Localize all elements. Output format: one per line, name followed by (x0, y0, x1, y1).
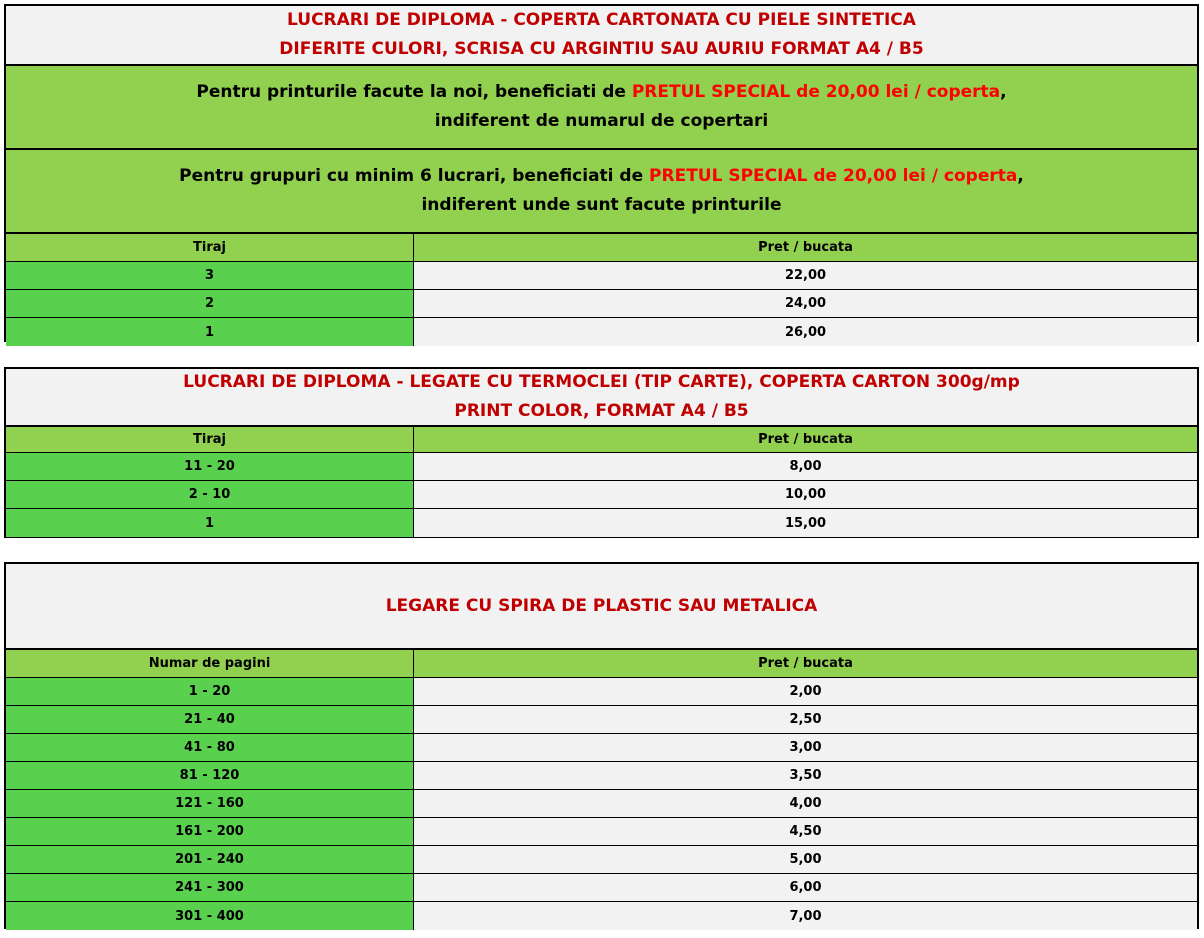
table-row (6, 678, 1197, 706)
table-header-row (6, 234, 1197, 262)
title-line-1: LUCRARI DE DIPLOMA - LEGATE CU TERMOCLEI (TIP CARTE), COPERTA CARTON 300g/mp (183, 372, 1020, 392)
column-header-quantity: Tiraj (6, 234, 414, 261)
table-row (6, 846, 1197, 874)
quantity-cell: 1 (6, 509, 414, 537)
table-row (6, 790, 1197, 818)
price-cell: 2,50 (414, 706, 1197, 733)
price-cell: 5,00 (414, 846, 1197, 873)
promo-text: Pentru printurile facute la noi, beneficiati de (196, 82, 632, 102)
price-cell: 24,00 (414, 290, 1197, 317)
price-cell: 3,50 (414, 762, 1197, 789)
quantity-cell: 41 - 80 (6, 734, 414, 761)
price-cell: 22,00 (414, 262, 1197, 289)
promo-text-end: , (1000, 82, 1007, 102)
table-row (6, 762, 1197, 790)
promo-line-1 (179, 162, 1024, 191)
quantity-cell: 3 (6, 262, 414, 289)
special-price-highlight: PRETUL SPECIAL de 20,00 lei / coperta (649, 166, 1018, 186)
promo-notice-groups (6, 150, 1197, 234)
price-cell: 2,00 (414, 678, 1197, 705)
price-cell: 10,00 (414, 481, 1197, 508)
table-row (6, 262, 1197, 290)
title-line-2: DIFERITE CULORI, SCRISA CU ARGINTIU SAU AURIU FORMAT A4 / B5 (279, 39, 924, 59)
quantity-cell: 2 - 10 (6, 481, 414, 508)
column-header-price: Pret / bucata (414, 650, 1197, 677)
quantity-cell: 121 - 160 (6, 790, 414, 817)
column-header-quantity: Numar de pagini (6, 650, 414, 677)
price-cell: 4,00 (414, 790, 1197, 817)
table-row (6, 734, 1197, 762)
table-row (6, 453, 1197, 481)
quantity-cell: 161 - 200 (6, 818, 414, 845)
table-row (6, 706, 1197, 734)
price-cell: 4,50 (414, 818, 1197, 845)
price-cell: 7,00 (414, 902, 1197, 930)
quantity-cell: 301 - 400 (6, 902, 414, 930)
price-table-spiral-binding (4, 562, 1199, 929)
table-title (6, 564, 1197, 650)
table-row (6, 902, 1197, 930)
price-cell: 6,00 (414, 874, 1197, 901)
quantity-cell: 241 - 300 (6, 874, 414, 901)
promo-notice-own-prints (6, 66, 1197, 150)
quantity-cell: 11 - 20 (6, 453, 414, 480)
table-row (6, 509, 1197, 537)
title-line-2: PRINT COLOR, FORMAT A4 / B5 (454, 401, 749, 421)
promo-text-end: , (1017, 166, 1024, 186)
table-row (6, 318, 1197, 346)
table-row (6, 290, 1197, 318)
price-cell: 26,00 (414, 318, 1197, 346)
table-header-row (6, 427, 1197, 453)
table-row (6, 874, 1197, 902)
table-title (6, 6, 1197, 66)
title-line-1: LUCRARI DE DIPLOMA - COPERTA CARTONATA CU PIELE SINTETICA (287, 10, 916, 30)
table-header-row (6, 650, 1197, 678)
table-title (6, 369, 1197, 427)
promo-line-2: indiferent unde sunt facute printurile (421, 195, 782, 215)
promo-text: Pentru grupuri cu minim 6 lucrari, beneficiati de (179, 166, 650, 186)
quantity-cell: 1 (6, 318, 414, 346)
quantity-cell: 2 (6, 290, 414, 317)
quantity-cell: 1 - 20 (6, 678, 414, 705)
price-cell: 15,00 (414, 509, 1197, 537)
price-cell: 3,00 (414, 734, 1197, 761)
column-header-quantity: Tiraj (6, 427, 414, 452)
table-row (6, 481, 1197, 509)
quantity-cell: 81 - 120 (6, 762, 414, 789)
quantity-cell: 201 - 240 (6, 846, 414, 873)
price-table-hardcover (4, 4, 1199, 342)
table-row (6, 818, 1197, 846)
promo-line-2: indiferent de numarul de copertari (434, 111, 769, 131)
special-price-highlight: PRETUL SPECIAL de 20,00 lei / coperta (631, 82, 1001, 102)
price-table-thermal-binding (4, 367, 1199, 538)
price-cell: 8,00 (414, 453, 1197, 480)
column-header-price: Pret / bucata (414, 234, 1197, 261)
title-line-1: LEGARE CU SPIRA DE PLASTIC SAU METALICA (385, 595, 818, 616)
column-header-price: Pret / bucata (414, 427, 1197, 452)
quantity-cell: 21 - 40 (6, 706, 414, 733)
promo-line-1 (196, 78, 1006, 107)
